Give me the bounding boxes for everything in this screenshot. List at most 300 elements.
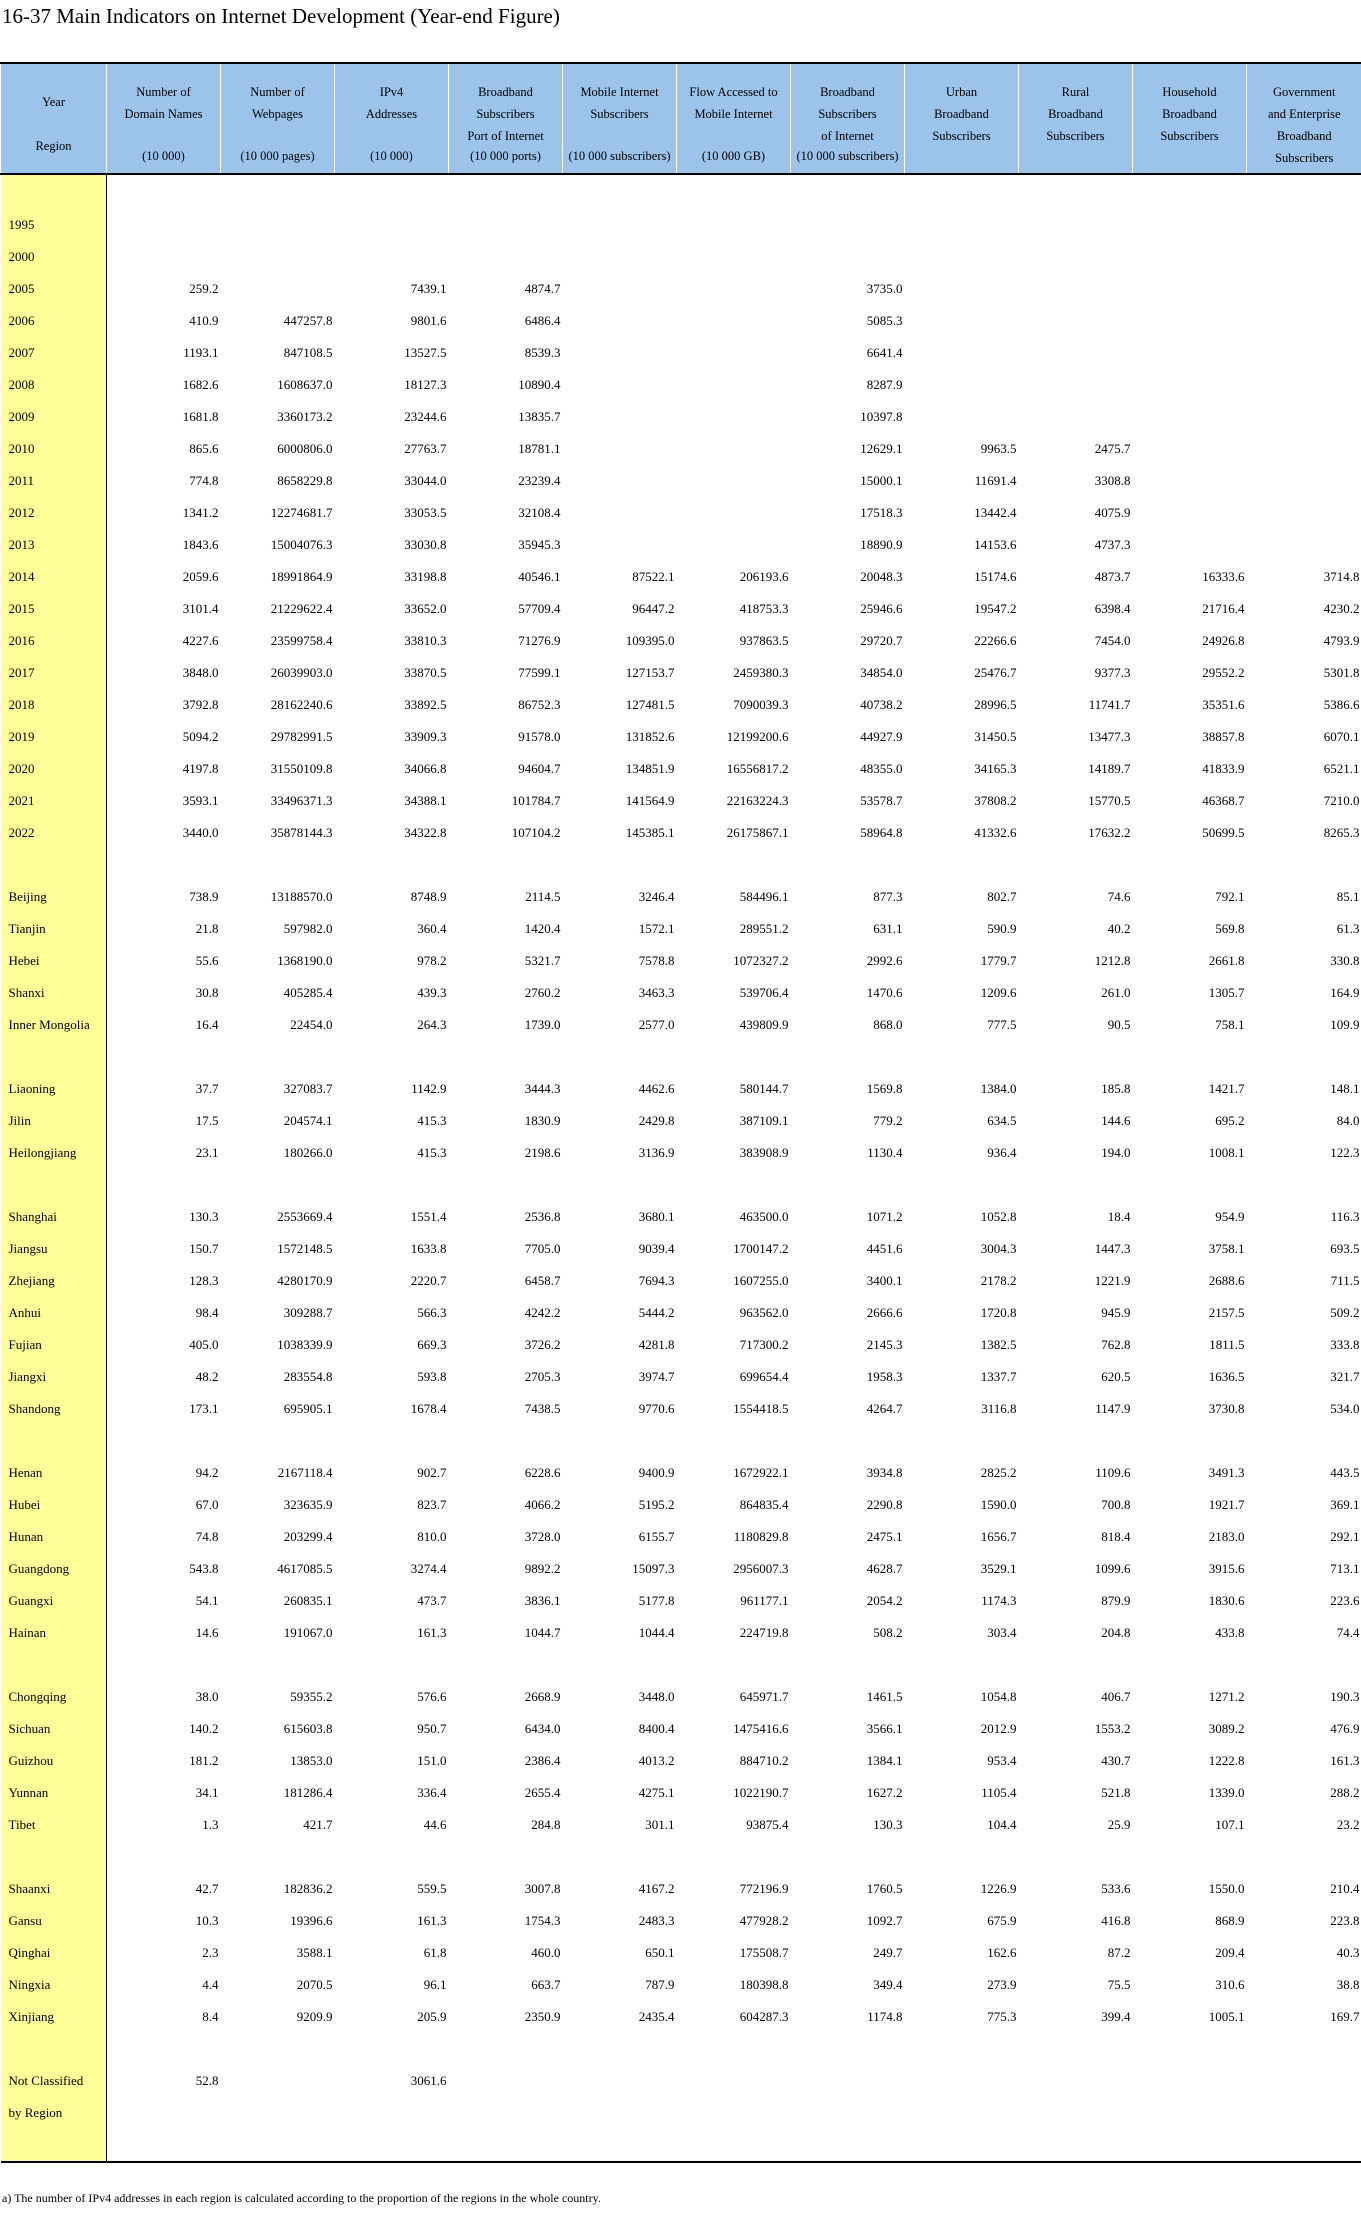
table-cell: [335, 209, 449, 241]
table-cell: [335, 174, 449, 209]
column-header-line: Mobile Internet: [694, 107, 773, 121]
table-cell: 2.3: [202, 1945, 219, 1960]
table-cell: 1627.2: [866, 1785, 903, 1800]
table-cell: 2483.3: [638, 1913, 675, 1928]
table-cell: 74.6: [1107, 889, 1131, 904]
table-cell: 695.2: [1215, 1113, 1245, 1128]
table-cell: 2290.8: [866, 1497, 903, 1512]
column-header: [905, 63, 1019, 174]
table-cell: [791, 1041, 905, 1073]
table-cell: 1572.1: [638, 921, 675, 936]
table-cell: 8400.4: [638, 1721, 675, 1736]
table-cell: 369.1: [1330, 1497, 1360, 1512]
table-cell: 2705.3: [524, 1369, 561, 1384]
table-cell: 4873.7: [1094, 569, 1131, 584]
row-label: Ningxia: [1, 1969, 107, 2001]
table-cell: 9770.6: [638, 1401, 675, 1416]
table-cell: 150.7: [189, 1241, 219, 1256]
table-cell: [1247, 433, 1361, 465]
table-cell: 1105.4: [981, 1785, 1017, 1800]
column-header-line: Addresses: [365, 107, 418, 121]
table-cell: [1247, 1841, 1361, 1873]
table-cell: 2183.0: [1208, 1529, 1245, 1544]
table-cell: [1247, 1041, 1361, 1073]
row-label: Jiangxi: [1, 1361, 107, 1393]
table-row: [1, 1937, 1361, 1969]
row-label: 2005: [1, 273, 107, 305]
table-cell: [1133, 337, 1247, 369]
table-cell: 33652.0: [404, 601, 447, 616]
table-cell: 34066.8: [404, 761, 447, 776]
table-cell: [1247, 401, 1361, 433]
table-cell: 1678.4: [410, 1401, 447, 1416]
table-cell: [905, 2097, 1019, 2129]
table-cell: 21229622.4: [270, 601, 333, 616]
table-cell: [107, 174, 221, 209]
table-cell: 14189.7: [1088, 761, 1131, 776]
table-cell: 128.3: [189, 1273, 219, 1288]
row-label: Hainan: [1, 1617, 107, 1649]
table-cell: 10890.4: [518, 377, 561, 392]
table-cell: [791, 1425, 905, 1457]
column-header-line: Number of: [250, 85, 305, 99]
table-cell: 2475.1: [866, 1529, 903, 1544]
table-cell: 1212.8: [1094, 953, 1131, 968]
table-cell: 1044.4: [638, 1625, 675, 1640]
table-cell: 847108.5: [283, 345, 333, 360]
table-cell: 23244.6: [404, 409, 447, 424]
table-cell: 533.6: [1101, 1881, 1131, 1896]
table-cell: 109.9: [1330, 1017, 1360, 1032]
table-cell: [1133, 433, 1247, 465]
column-header-line: Subscribers: [1046, 129, 1105, 143]
table-cell: 2070.5: [296, 1977, 333, 1992]
table-cell: 1174.8: [867, 2009, 903, 2024]
table-cell: [905, 1041, 1019, 1073]
table-row: [1, 1361, 1361, 1393]
table-cell: [335, 2129, 449, 2162]
table-cell: 283554.8: [283, 1369, 333, 1384]
table-cell: [221, 273, 335, 305]
table-cell: 1958.3: [866, 1369, 903, 1384]
table-cell: [221, 2097, 335, 2129]
table-cell: 1271.2: [1208, 1689, 1245, 1704]
table-cell: [1133, 241, 1247, 273]
table-cell: 161.3: [1330, 1753, 1360, 1768]
table-cell: [905, 305, 1019, 337]
table-cell: 25.9: [1107, 1817, 1131, 1832]
table-cell: 8.4: [202, 2009, 219, 2024]
table-cell: [563, 2097, 677, 2129]
table-cell: 38857.8: [1202, 729, 1245, 744]
table-cell: 5386.6: [1323, 697, 1360, 712]
table-cell: 802.7: [987, 889, 1017, 904]
table-cell: 762.8: [1101, 1337, 1131, 1352]
table-cell: 777.5: [987, 1017, 1017, 1032]
table-cell: 33870.5: [404, 665, 447, 680]
table-cell: 23599758.4: [270, 633, 333, 648]
table-cell: 34.1: [195, 1785, 219, 1800]
row-label: Shanghai: [1, 1201, 107, 1233]
table-cell: [563, 529, 677, 561]
table-cell: 399.4: [1101, 2009, 1131, 2024]
table-cell: 418753.3: [739, 601, 789, 616]
table-cell: 9963.5: [980, 441, 1017, 456]
table-row: [1, 2097, 1361, 2129]
table-cell: 6641.4: [866, 345, 903, 360]
table-cell: 4451.6: [866, 1241, 903, 1256]
table-cell: 288.2: [1330, 1785, 1360, 1800]
table-cell: 1636.5: [1208, 1369, 1245, 1384]
table-cell: 1572148.5: [277, 1241, 333, 1256]
table-cell: 877.3: [873, 889, 903, 904]
table-cell: [1019, 401, 1133, 433]
table-cell: 33810.3: [404, 633, 447, 648]
table-cell: 779.2: [873, 1113, 903, 1128]
table-cell: 2350.9: [524, 2009, 561, 2024]
table-cell: 4242.2: [524, 1305, 561, 1320]
table-cell: 7439.1: [410, 281, 447, 296]
table-cell: [1133, 1649, 1247, 1681]
table-cell: 615603.8: [283, 1721, 333, 1736]
table-cell: 6521.1: [1323, 761, 1360, 776]
table-cell: [1247, 209, 1361, 241]
column-header-line: Urban: [945, 85, 978, 99]
row-label: 2015: [1, 593, 107, 625]
table-cell: 87522.1: [632, 569, 675, 584]
table-cell: [221, 174, 335, 209]
table-cell: 55.6: [195, 953, 219, 968]
table-cell: 15004076.3: [270, 537, 333, 552]
table-cell: 19396.6: [290, 1913, 333, 1928]
table-cell: [449, 1649, 563, 1681]
table-cell: 13835.7: [518, 409, 561, 424]
table-cell: 6155.7: [638, 1529, 675, 1544]
table-cell: 46368.7: [1202, 793, 1245, 808]
table-cell: 145385.1: [625, 825, 675, 840]
table-cell: 6398.4: [1094, 601, 1131, 616]
table-cell: [107, 209, 221, 241]
table-cell: 21.8: [195, 921, 219, 936]
row-label: Xinjiang: [1, 2001, 107, 2033]
row-label: Guizhou: [1, 1745, 107, 1777]
table-cell: 94.2: [195, 1465, 219, 1480]
table-cell: [905, 1649, 1019, 1681]
table-cell: 10.3: [195, 1913, 219, 1928]
table-cell: 6000806.0: [277, 441, 333, 456]
table-cell: [563, 1649, 677, 1681]
table-cell: 180398.8: [739, 1977, 789, 1992]
table-cell: 33496371.3: [270, 793, 333, 808]
table-row: [1, 785, 1361, 817]
table-cell: 2198.6: [524, 1145, 561, 1160]
year-region-header: [1, 63, 107, 174]
table-cell: [335, 1169, 449, 1201]
table-row: [1, 1105, 1361, 1137]
row-label: Henan: [1, 1457, 107, 1489]
table-cell: [563, 1841, 677, 1873]
column-header-line: and Enterprise: [1267, 107, 1341, 121]
table-cell: 2167118.4: [277, 1465, 333, 1480]
table-cell: [905, 2129, 1019, 2162]
table-cell: [1019, 174, 1133, 209]
table-cell: [1133, 1041, 1247, 1073]
table-cell: 1341.2: [182, 505, 219, 520]
row-label: 2010: [1, 433, 107, 465]
column-header-line: Webpages: [251, 107, 304, 121]
table-cell: 4.4: [202, 1977, 219, 1992]
table-cell: 9039.4: [638, 1241, 675, 1256]
table-cell: 11741.7: [1088, 697, 1131, 712]
table-cell: [677, 433, 791, 465]
table-cell: 284.8: [531, 1817, 561, 1832]
row-label: Sichuan: [1, 1713, 107, 1745]
table-row: [1, 1137, 1361, 1169]
table-cell: [335, 1041, 449, 1073]
table-cell: 38.0: [195, 1689, 219, 1704]
table-cell: [1247, 241, 1361, 273]
table-cell: [677, 2097, 791, 2129]
table-cell: [905, 241, 1019, 273]
table-cell: 430.7: [1101, 1753, 1131, 1768]
table-cell: [1247, 1425, 1361, 1457]
table-cell: 2220.7: [410, 1273, 447, 1288]
table-cell: 1843.6: [182, 537, 219, 552]
column-header-line: Subscribers: [1275, 151, 1334, 165]
row-label: [1, 2129, 107, 2162]
table-cell: 3529.1: [980, 1561, 1017, 1576]
table-cell: 75.5: [1107, 1977, 1131, 1992]
table-cell: 3274.4: [410, 1561, 447, 1576]
table-cell: 35878144.3: [270, 825, 333, 840]
table-cell: 3116.8: [981, 1401, 1017, 1416]
table-cell: [905, 369, 1019, 401]
table-cell: [1019, 209, 1133, 241]
table-cell: 865.6: [189, 441, 219, 456]
row-label: 2021: [1, 785, 107, 817]
table-cell: 1005.1: [1208, 2009, 1245, 2024]
table-cell: 34854.0: [860, 665, 903, 680]
table-cell: 1656.7: [980, 1529, 1017, 1544]
table-cell: 28996.5: [974, 697, 1017, 712]
table-cell: 33044.0: [404, 473, 447, 488]
table-cell: 699654.4: [739, 1369, 789, 1384]
table-cell: 711.5: [1330, 1273, 1360, 1288]
table-cell: 98.4: [195, 1305, 219, 1320]
table-cell: 1421.7: [1208, 1081, 1245, 1096]
table-cell: 4737.3: [1094, 537, 1131, 552]
row-label: Jiangsu: [1, 1233, 107, 1265]
table-cell: 130.3: [189, 1209, 219, 1224]
table-cell: [791, 174, 905, 209]
table-cell: [1019, 2065, 1133, 2097]
table-cell: 3792.8: [182, 697, 219, 712]
table-cell: 7210.0: [1323, 793, 1360, 808]
table-row: [1, 881, 1361, 913]
row-label: 2018: [1, 689, 107, 721]
table-cell: 945.9: [1101, 1305, 1131, 1320]
table-cell: 29720.7: [860, 633, 903, 648]
table-cell: 1.3: [202, 1817, 219, 1832]
row-label: Tibet: [1, 1809, 107, 1841]
table-cell: 28162240.6: [270, 697, 333, 712]
table-cell: 1193.1: [183, 345, 219, 360]
table-cell: 33892.5: [404, 697, 447, 712]
table-cell: 181286.4: [283, 1785, 333, 1800]
table-cell: 5177.8: [638, 1593, 675, 1608]
table-cell: 58964.8: [860, 825, 903, 840]
table-cell: 387109.1: [739, 1113, 789, 1128]
table-cell: 3593.1: [182, 793, 219, 808]
table-cell: 321.7: [1330, 1369, 1360, 1384]
table-cell: 15770.5: [1088, 793, 1131, 808]
table-cell: 34165.3: [974, 761, 1017, 776]
table-cell: 182836.2: [283, 1881, 333, 1896]
column-header-line: Domain Names: [124, 107, 203, 121]
table-row: [1, 1201, 1361, 1233]
table-cell: [1247, 1649, 1361, 1681]
table-cell: 1072327.2: [733, 953, 789, 968]
table-cell: [221, 1841, 335, 1873]
table-cell: 3360173.2: [277, 409, 333, 424]
table-cell: 1550.0: [1208, 1881, 1245, 1896]
table-cell: 261.0: [1101, 985, 1131, 1000]
table-cell: [1247, 369, 1361, 401]
table-cell: 416.8: [1101, 1913, 1131, 1928]
column-header: [1247, 63, 1361, 174]
column-header: [791, 63, 905, 174]
table-cell: 3101.4: [182, 601, 219, 616]
table-cell: 580144.7: [739, 1081, 789, 1096]
table-row: [1, 817, 1361, 849]
table-cell: 1420.4: [524, 921, 561, 936]
table-cell: 1760.5: [866, 1881, 903, 1896]
table-cell: 509.2: [1330, 1305, 1360, 1320]
table-cell: 327083.7: [283, 1081, 333, 1096]
table-cell: 2825.2: [980, 1465, 1017, 1480]
table-cell: 14.6: [195, 1625, 219, 1640]
table-cell: 8265.3: [1323, 825, 1360, 840]
table-cell: [677, 529, 791, 561]
table-row: [1, 1649, 1361, 1681]
table-row: [1, 977, 1361, 1009]
table-cell: [563, 433, 677, 465]
table-cell: 20048.3: [860, 569, 903, 584]
row-label: 2013: [1, 529, 107, 561]
table-cell: 383908.9: [739, 1145, 789, 1160]
table-cell: 3440.0: [182, 825, 219, 840]
table-cell: [563, 209, 677, 241]
table-cell: [677, 1425, 791, 1457]
table-cell: [1133, 2097, 1247, 2129]
table-cell: 210.4: [1330, 1881, 1360, 1896]
table-row: [1, 1969, 1361, 2001]
table-cell: 2386.4: [524, 1753, 561, 1768]
table-cell: 4793.9: [1323, 633, 1360, 648]
table-cell: 8658229.8: [277, 473, 333, 488]
table-cell: 7694.3: [638, 1273, 675, 1288]
table-cell: 24926.8: [1202, 633, 1245, 648]
table-cell: 4167.2: [638, 1881, 675, 1896]
table-cell: [905, 849, 1019, 881]
row-label: Qinghai: [1, 1937, 107, 1969]
table-cell: 1180829.8: [733, 1529, 789, 1544]
table-cell: [563, 1041, 677, 1073]
column-unit: (10 000 ports): [470, 149, 541, 163]
header-region-label: Region: [35, 139, 72, 153]
table-cell: [563, 1169, 677, 1201]
table-cell: [791, 1649, 905, 1681]
table-cell: 85.1: [1336, 889, 1360, 904]
table-cell: 1739.0: [524, 1017, 561, 1032]
table-cell: 164.9: [1330, 985, 1360, 1000]
row-label: Guangdong: [1, 1553, 107, 1585]
table-cell: 180266.0: [283, 1145, 333, 1160]
table-cell: [1247, 2097, 1361, 2129]
table-cell: [677, 497, 791, 529]
table-cell: 96447.2: [632, 601, 675, 616]
table-row: [1, 1617, 1361, 1649]
table-row: [1, 913, 1361, 945]
table-row: [1, 433, 1361, 465]
table-cell: 864835.4: [739, 1497, 789, 1512]
table-cell: [1133, 1425, 1247, 1457]
table-cell: [1019, 2097, 1133, 2129]
table-cell: [221, 1041, 335, 1073]
table-cell: 775.3: [987, 2009, 1017, 2024]
table-cell: 42.7: [195, 1881, 219, 1896]
row-label: Shanxi: [1, 977, 107, 1009]
table-cell: [563, 305, 677, 337]
table-cell: 1700147.2: [733, 1241, 789, 1256]
table-cell: [563, 849, 677, 881]
row-label: [1, 849, 107, 881]
table-cell: 1384.1: [866, 1753, 903, 1768]
table-cell: 203299.4: [283, 1529, 333, 1544]
table-cell: 4013.2: [638, 1753, 675, 1768]
table-cell: 3726.2: [524, 1337, 561, 1352]
table-row: [1, 273, 1361, 305]
table-cell: 122.3: [1330, 1145, 1360, 1160]
table-cell: 13477.3: [1088, 729, 1131, 744]
table-cell: 33909.3: [404, 729, 447, 744]
table-cell: 37808.2: [974, 793, 1017, 808]
table-row: [1, 625, 1361, 657]
table-cell: 6458.7: [524, 1273, 561, 1288]
table-cell: [1019, 337, 1133, 369]
table-cell: [677, 401, 791, 433]
table-cell: 309288.7: [283, 1305, 333, 1320]
table-cell: [107, 2129, 221, 2162]
table-cell: 3588.1: [296, 1945, 333, 1960]
column-header-line: Subscribers: [818, 107, 877, 121]
table-cell: 2435.4: [638, 2009, 675, 2024]
table-cell: [107, 849, 221, 881]
table-cell: 35945.3: [518, 537, 561, 552]
row-label: Shandong: [1, 1393, 107, 1425]
table-cell: 1054.8: [980, 1689, 1017, 1704]
table-cell: [1247, 2065, 1361, 2097]
table-cell: [563, 241, 677, 273]
table-cell: 1461.5: [866, 1689, 903, 1704]
table-cell: 301.1: [645, 1817, 675, 1832]
table-cell: 4874.7: [524, 281, 561, 296]
page-title: 16-37 Main Indicators on Internet Development (Year-end Figure): [2, 4, 560, 28]
table-cell: 2429.8: [638, 1113, 675, 1128]
table-row: [1, 561, 1361, 593]
table-cell: 26039903.0: [270, 665, 333, 680]
table-cell: [677, 241, 791, 273]
